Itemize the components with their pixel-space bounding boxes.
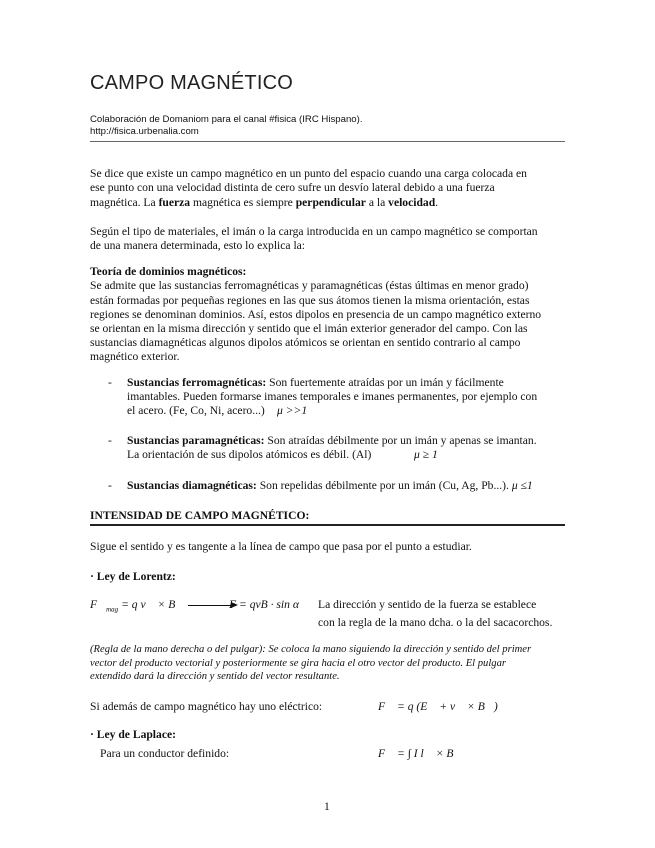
- list-item-line: el acero. (Fe, Co, Ni, acero...): [127, 404, 265, 417]
- electrico-text: Si además de campo magnético hay uno eléctrico:: [90, 700, 323, 713]
- teoria-line: Se admite que las sustancias ferromagnéticas y paramagnéticas (éstas últimas en menor grado): [90, 279, 529, 292]
- section-heading: INTENSIDAD DE CAMPO MAGNÉTICO:: [90, 509, 310, 522]
- list-dash: -: [108, 376, 112, 389]
- p1-line: magnética. La fuerza magnética es siempre perpendicular a la velocidad.: [90, 196, 439, 209]
- mu-value: μ ≥ 1: [414, 448, 438, 461]
- list-item-line: imantables. Pueden formarse imanes temporales e imanes permanentes, por ejemplo con: [127, 390, 538, 403]
- laplace-heading: · Ley de Laplace:: [90, 728, 176, 741]
- lorentz-heading: · Ley de Lorentz:: [90, 570, 176, 583]
- lorentz-desc: con la regla de la mano dcha. o la del sacacorchos.: [318, 616, 553, 629]
- teoria-line: sustancias diamagnéticas algunos dipolos atómicos se orientan en sentido contrario al campo: [90, 336, 521, 349]
- teoria-heading: Teoría de dominios magnéticos:: [90, 265, 247, 278]
- p1-line: Se dice que existe un campo magnético en un punto del espacio cuando una carga colocada en: [90, 167, 527, 180]
- list-item-dia: Sustancias diamagnéticas: Son repelidas débilmente por un imán (Cu, Ag, Pb...). μ ≤1: [127, 479, 533, 492]
- source-url[interactable]: http://fisica.urbenalia.com: [90, 126, 199, 137]
- lorentz-formula: $F⃗_{mag} = q$ v⃗ × B⃗: [90, 598, 185, 614]
- regla-line: extendido dará la dirección y sentido del vector resultante.: [90, 671, 340, 682]
- lorentz-desc: La dirección y sentido de la fuerza se establece: [318, 598, 537, 611]
- laplace-formula: F⃗ = ∫ I l⃗ × B⃗: [378, 747, 463, 760]
- credit-line: Colaboración de Domaniom para el canal #fisica (IRC Hispano).: [90, 114, 363, 125]
- list-item-para: Sustancias paramagnéticas: Son atraídas débilmente por un imán y apenas se imantan.: [127, 434, 537, 447]
- regla-line: (Regla de la mano derecha o del pulgar): Se coloca la mano siguiendo la dirección y sentido del primer: [90, 644, 532, 655]
- page-number: 1: [324, 800, 330, 813]
- sigue-text: Sigue el sentido y es tangente a la línea de campo que pasa por el punto a estudiar.: [90, 540, 472, 553]
- mu-value: μ >>1: [277, 404, 308, 417]
- list-dash: -: [108, 434, 112, 447]
- p1-line: ese punto con una velocidad distinta de cero sufre un desvío lateral debido a una fuerza: [90, 181, 495, 194]
- regla-line: vector del producto vectorial y posteriormente se gira hacia el otro vector del producto. El pulgar: [90, 658, 507, 669]
- electrico-formula: F⃗ = q (E⃗ + v⃗ × B⃗): [378, 700, 498, 713]
- p2-line: de una manera determinada, esto lo explica la:: [90, 239, 306, 252]
- list-dash: -: [108, 479, 112, 492]
- section-rule: [90, 524, 565, 526]
- header-rule: [90, 141, 565, 142]
- lorentz-scalar-formula: F = qvB · sin α: [229, 598, 299, 611]
- teoria-line: están formadas por pequeñas regiones en las que sus átomos tienen la misma orientación, estas: [90, 294, 530, 307]
- teoria-line: regiones se denominan dominios. Así, estos dipolos en presencia de un campo magnético externo: [90, 308, 542, 321]
- list-item-line: La orientación de sus dipolos atómicos es débil. (Al): [127, 448, 372, 461]
- list-item-ferro: Sustancias ferromagnéticas: Son fuertemente atraídas por un imán y fácilmente: [127, 376, 504, 389]
- teoria-line: se orientan en la misma dirección y sentido que el imán exterior generador del campo. Con las: [90, 322, 528, 335]
- teoria-line: magnético exterior.: [90, 350, 180, 363]
- laplace-text: Para un conductor definido:: [100, 747, 230, 760]
- page-title: CAMPO MAGNÉTICO: [90, 72, 294, 94]
- p2-line: Según el tipo de materiales, el imán o la carga introducida en un campo magnético se comportan: [90, 225, 538, 238]
